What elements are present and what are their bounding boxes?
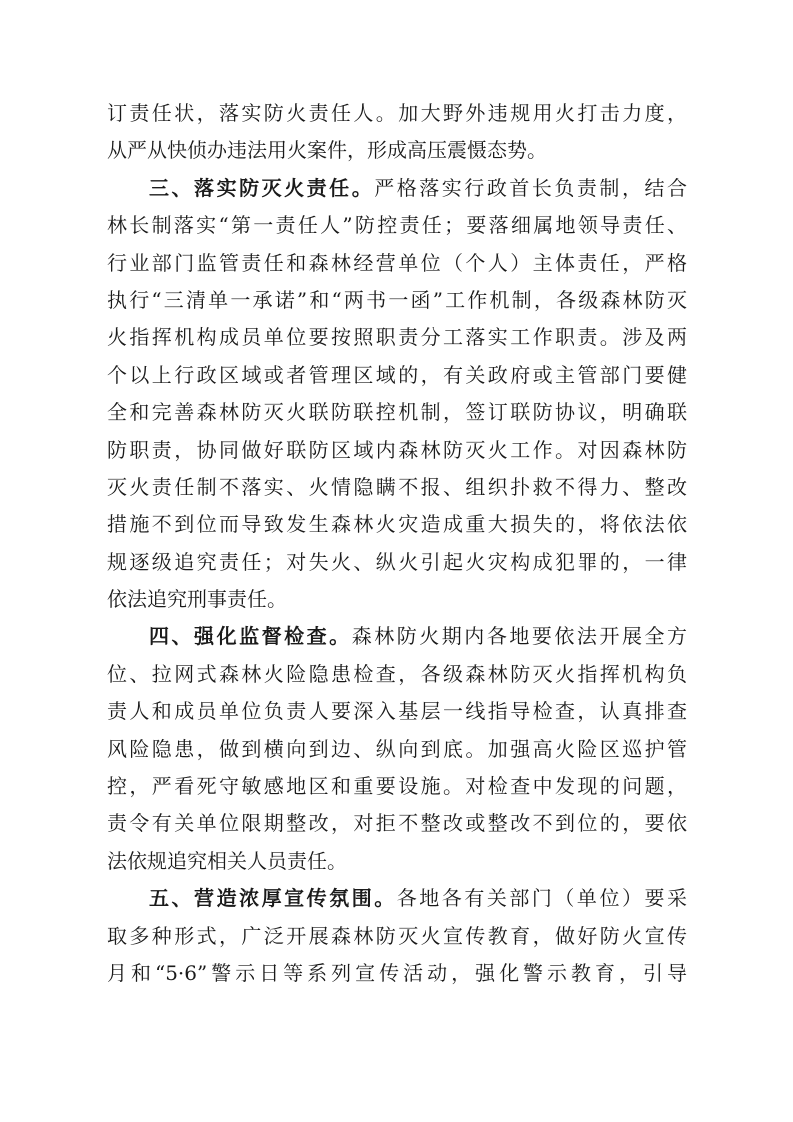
line-text: 取多种形式，广泛开展森林防灭火宣传教育，做好防火宣传 — [107, 923, 687, 948]
body-line — [107, 581, 687, 618]
line-text: 订责任状，落实防火责任人。加大野外违规用火打击力度， — [107, 101, 687, 125]
line-text: 行业部门监管责任和森林经营单位（个人）主体责任，严格 — [107, 250, 687, 275]
line-text: 法依规追究相关人员责任。 — [107, 848, 347, 873]
section-heading: 五、营造浓厚宣传氛围。 — [149, 886, 397, 911]
line-text: 月和“5·6”警示日等系列宣传活动，强化警示教育，引导 — [107, 960, 687, 985]
body-line — [107, 469, 687, 506]
line-text: 火指挥机构成员单位要按照职责分工落实工作职责。涉及两 — [107, 325, 687, 350]
body-line — [107, 656, 687, 693]
section-heading-line — [107, 618, 687, 655]
line-text: 风险隐患，做到横向到边、纵向到底。加强高火险区巡护管 — [107, 736, 687, 761]
line-text: 责人和成员单位负责人要深入基层一线指导检查，认真排查 — [107, 699, 687, 724]
body-line — [107, 132, 687, 169]
line-text: 责令有关单位限期整改，对拒不整改或整改不到位的，要依 — [107, 811, 687, 836]
line-text: 从严从快侦办违法用火案件，形成高压震慑态势。 — [107, 138, 547, 163]
line-text: 灭火责任制不落实、火情隐瞒不报、组织扑救不得力、整改 — [107, 474, 687, 499]
line-text: 各地各有关部门（单位）要采 — [396, 886, 688, 911]
line-text: 林长制落实“第一责任人”防控责任；要落细属地领导责任、 — [107, 213, 687, 238]
section-heading: 四、强化监督检查。 — [149, 624, 352, 649]
line-text: 位、拉网式森林火险隐患检查，各级森林防灭火指挥机构负 — [107, 661, 687, 686]
line-text: 规逐级追究责任；对失火、纵火引起火灾构成犯罪的，一律 — [107, 549, 687, 574]
body-line — [107, 805, 687, 842]
body-line — [107, 95, 687, 132]
body-line — [107, 394, 687, 431]
body-line — [107, 731, 687, 768]
line-text: 执行“三清单一承诺”和“两书一函”工作机制，各级森林防灭 — [107, 287, 687, 312]
body-line — [107, 319, 687, 356]
body-line — [107, 843, 687, 880]
body-line — [107, 918, 687, 955]
section-heading-line — [107, 170, 687, 207]
line-text: 严格落实行政首长负责制，结合 — [374, 175, 688, 200]
body-line — [107, 432, 687, 469]
line-text: 依法追究刑事责任。 — [107, 587, 287, 612]
body-line — [107, 544, 687, 581]
body-line — [107, 245, 687, 282]
body-line — [107, 506, 687, 543]
line-text: 措施不到位而导致发生森林火灾造成重大损失的，将依法依 — [107, 512, 687, 537]
line-text: 全和完善森林防灭火联防联控机制，签订联防协议，明确联 — [107, 400, 687, 425]
body-line — [107, 282, 687, 319]
document-body — [107, 95, 687, 992]
body-line — [107, 207, 687, 244]
section-heading-line — [107, 880, 687, 917]
body-line — [107, 955, 687, 992]
line-text: 控，严看死守敏感地区和重要设施。对检查中发现的问题， — [107, 774, 687, 799]
line-text: 防职责，协同做好联防区域内森林防灭火工作。对因森林防 — [107, 437, 687, 462]
body-line — [107, 357, 687, 394]
body-line — [107, 693, 687, 730]
body-line — [107, 768, 687, 805]
line-text: 森林防火期内各地要依法开展全方 — [351, 624, 688, 649]
line-text: 个以上行政区域或者管理区域的，有关政府或主管部门要健 — [107, 362, 687, 387]
section-heading: 三、落实防灭火责任。 — [149, 175, 375, 200]
